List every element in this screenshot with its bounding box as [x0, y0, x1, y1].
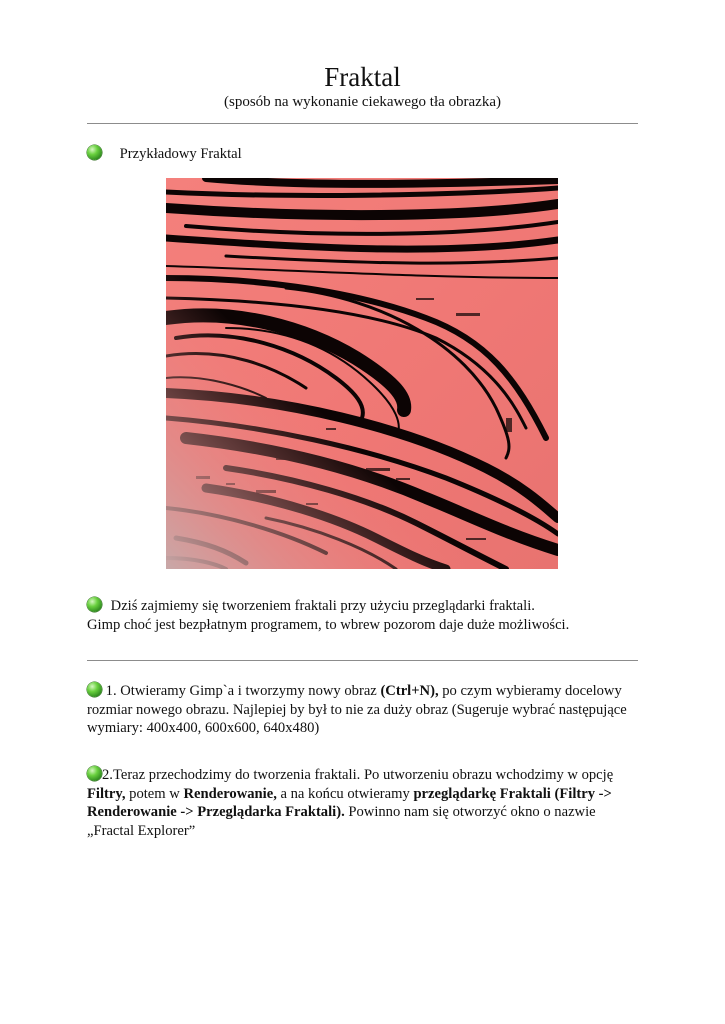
step-2-text-a: 2.Teraz przechodzimy do tworzenia fraktali. Po utworzeniu obrazu wchodzimy w opcję: [102, 767, 614, 783]
step-2-text-d: Powinno nam się otworzyć okno o nazwie „Fractal Explorer”: [87, 804, 596, 839]
green-bullet-icon: [87, 145, 102, 160]
step-2-render: Renderowanie,: [183, 785, 277, 802]
step-2-filters: Filtry,: [87, 785, 126, 802]
step-1-paragraph: [87, 682, 635, 738]
horizontal-rule-top: [87, 123, 638, 124]
fractal-image: [166, 178, 558, 569]
page-title: Fraktal: [324, 62, 401, 92]
page-subtitle: (sposób na wykonanie ciekawego tła obrazka): [224, 94, 501, 110]
intro-line-1: Dziś zajmiemy się tworzeniem fraktali przy użyciu przeglądarki fraktali.: [110, 598, 535, 614]
horizontal-rule-middle: [87, 660, 638, 661]
green-bullet-icon: [87, 682, 102, 697]
green-bullet-icon: [87, 597, 102, 612]
step-2-fractal-browser: przeglądarkę Fraktali (Filtry -> Renderowanie -> Przeglądarka Fraktali).: [87, 785, 612, 820]
step-2-text-b: potem w: [125, 785, 184, 802]
intro-paragraph: [87, 597, 647, 634]
step-2-text-c: a na końcu otwieramy: [276, 785, 414, 802]
step-1-shortcut: (Ctrl+N),: [380, 683, 439, 699]
step-1-text-a: 1. Otwieramy Gimp`a i tworzymy nowy obraz: [105, 683, 381, 699]
intro-line-2: Gimp choć jest bezpłatnym programem, to wbrew pozorom daje duże możliwości.: [87, 616, 570, 633]
example-heading: [87, 145, 647, 164]
green-bullet-icon: [87, 766, 102, 781]
step-2-paragraph: [87, 766, 635, 840]
example-heading-label: Przykładowy Fraktal: [119, 146, 242, 162]
step-1-text-b: po czym wybieramy docelowy rozmiar nowego obrazu. Najlepiej by był to nie za duży obraz (Sugeruje wybrać następujące wymiary: 400x400, 600x600, 640x480): [87, 683, 627, 736]
fractal-swirl-graphic: [166, 178, 558, 569]
